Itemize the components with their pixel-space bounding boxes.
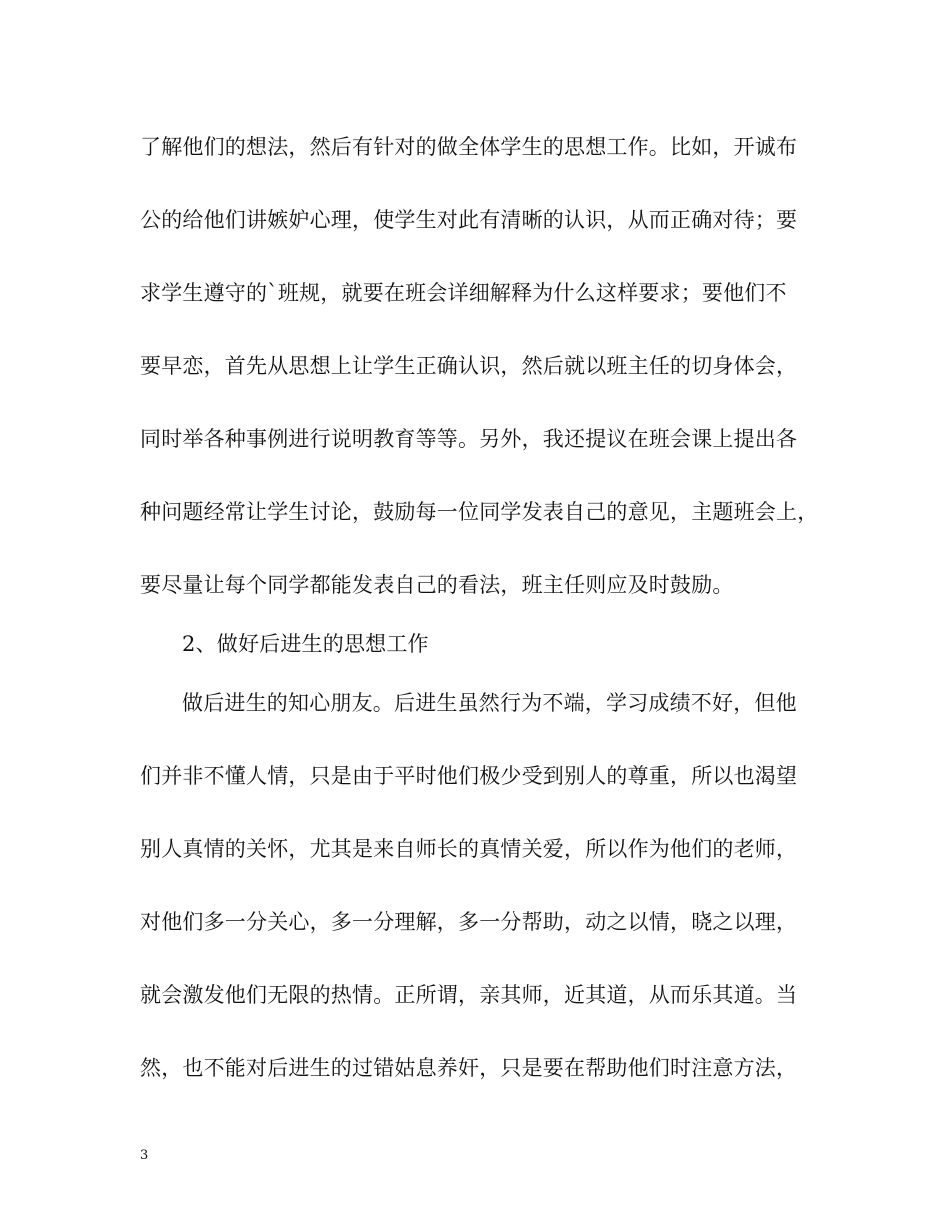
body-text-line: 然，也不能对后进生的过错姑息养奸，只是要在帮助他们时注意方法， — [140, 1056, 798, 1080]
page-number: 3 — [140, 1148, 149, 1163]
body-text-line: 要尽量让每个同学都能发表自己的看法，班主任则应及时鼓励。 — [140, 573, 734, 597]
body-text-line: 做后进生的知心朋友。后进生虽然行为不端，学习成绩不好，但他 — [182, 691, 797, 715]
body-text-line: 就会激发他们无限的热情。正所谓，亲其师，近其道，从而乐其道。当 — [140, 983, 798, 1007]
body-text-line: 们并非不懂人情，只是由于平时他们极少受到别人的尊重，所以也渴望 — [140, 764, 798, 788]
body-text-line: 公的给他们讲嫉妒心理，使学生对此有清晰的认识，从而正确对待；要 — [140, 208, 798, 232]
body-text-line: 种问题经常让学生讨论，鼓励每一位同学发表自己的意见，主题班会上， — [140, 500, 819, 524]
body-text-line: 别人真情的关怀，尤其是来自师长的真情关爱，所以作为他们的老师， — [140, 837, 798, 861]
body-text-line: 同时举各种事例进行说明教育等等。另外，我还提议在班会课上提出各 — [140, 427, 798, 451]
body-text-line: 求学生遵守的`班规，就要在班会详细解释为什么这样要求；要他们不 — [140, 281, 787, 305]
section-heading: 2、做好后进生的思想工作 — [182, 632, 429, 656]
body-text-line: 要早恋，首先从思想上让学生正确认识，然后就以班主任的切身体会， — [140, 354, 798, 378]
body-text-line: 对他们多一分关心，多一分理解，多一分帮助，动之以情，晓之以理， — [140, 910, 798, 934]
body-text-line: 了解他们的想法，然后有针对的做全体学生的思想工作。比如，开诚布 — [140, 135, 798, 159]
